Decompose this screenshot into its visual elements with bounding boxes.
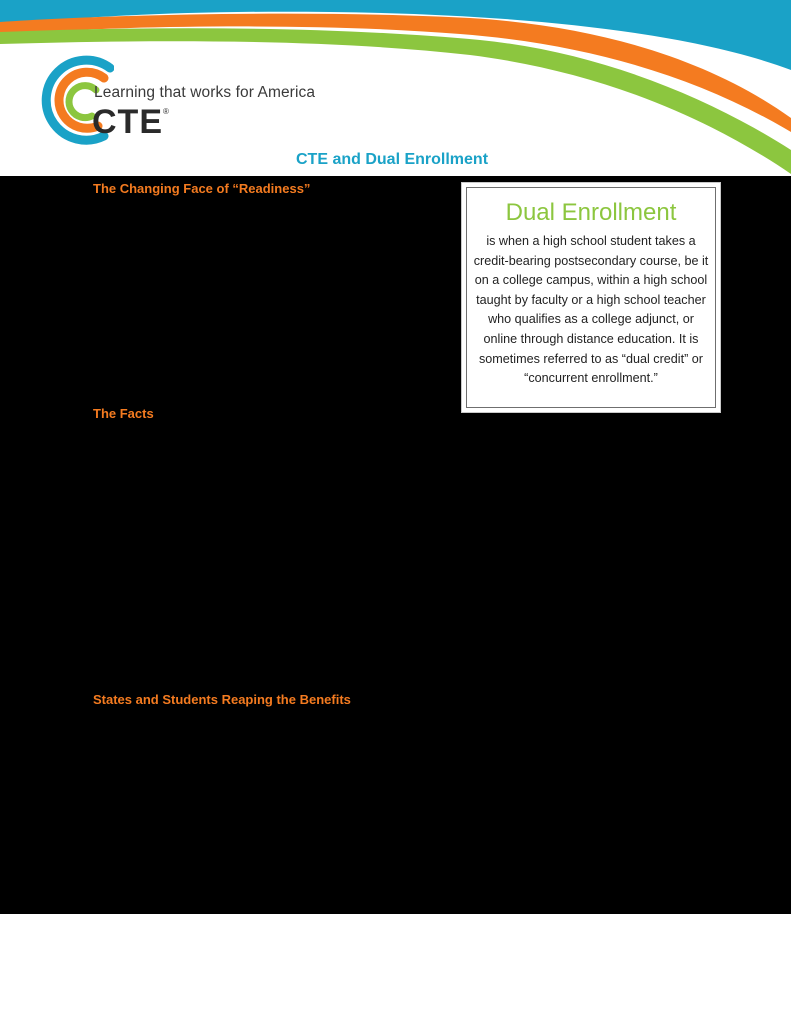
registered-mark: ®	[163, 107, 170, 116]
page-header	[0, 0, 791, 176]
cte-logo	[34, 52, 324, 148]
section-heading-facts: The Facts	[93, 406, 154, 421]
logo-brand-text: CTE®	[92, 103, 170, 141]
definition-text: is when a high school student takes a credit-bearing postsecondary course, be it on a college campus, within a high school taught by faculty or a high school teacher who qualifies as a college adjunct, or online through distance education. It is sometimes referred to as “dual credit” or “concurrent enrollment.”	[473, 234, 709, 386]
section-heading-readiness: The Changing Face of “Readiness”	[93, 181, 311, 196]
document-title: CTE and Dual Enrollment	[296, 151, 489, 168]
definition-title: Dual Enrollment	[505, 199, 677, 226]
dual-enrollment-definition-box	[461, 182, 721, 413]
section-heading-benefits: States and Students Reaping the Benefits	[93, 692, 351, 707]
logo-tagline: Learning that works for America	[94, 84, 316, 101]
definition-box-inner-border	[466, 187, 716, 408]
